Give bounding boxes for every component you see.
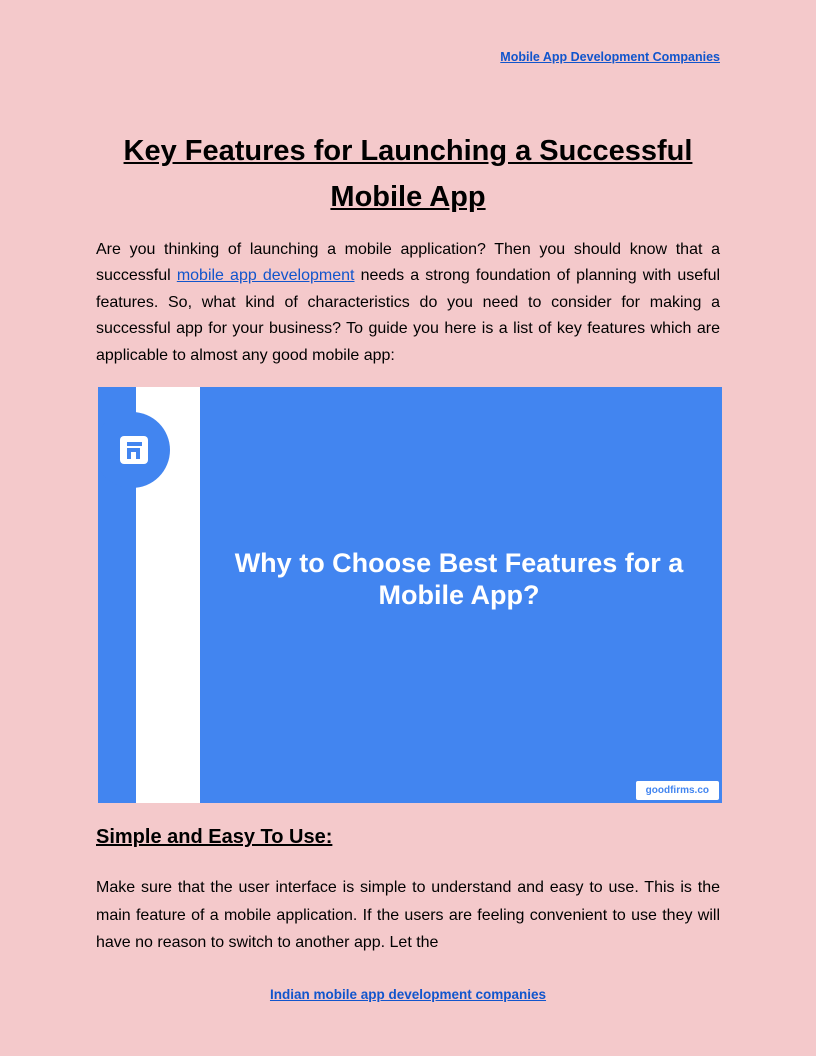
intro-text-start: Are you thinking of launching a mobile application? Then you should know that a successful [96, 241, 720, 285]
intro-text-end: needs a strong foundation of planning with useful features. So, what kind of characteristics do you need to consider for making a successful app for your business? To guide you here is a list of key features which are applicable to almost any good mobile app: [96, 267, 721, 364]
page-title: Key Features for Launching a Successful Mobile App [123, 135, 693, 213]
goodfirms-logo-icon [118, 434, 150, 466]
footer-link[interactable]: Indian mobile app development companies [269, 987, 547, 1002]
intro-paragraph [96, 237, 720, 369]
brand-badge: goodfirms.co [636, 781, 719, 800]
section-heading: Simple and Easy To Use: [96, 826, 333, 848]
mobile-app-development-link[interactable]: mobile app development [176, 267, 355, 285]
section-body: Make sure that the user interface is simple to understand and easy to use. This is the main feature of a mobile application. If the users are feeling convenient to use they will have no reason to switch to another app. Let the [96, 879, 720, 951]
header-link[interactable]: Mobile App Development Companies [500, 50, 720, 64]
banner-image [98, 387, 722, 803]
banner-heading: Why to Choose Best Features for a Mobile App? [234, 548, 684, 610]
